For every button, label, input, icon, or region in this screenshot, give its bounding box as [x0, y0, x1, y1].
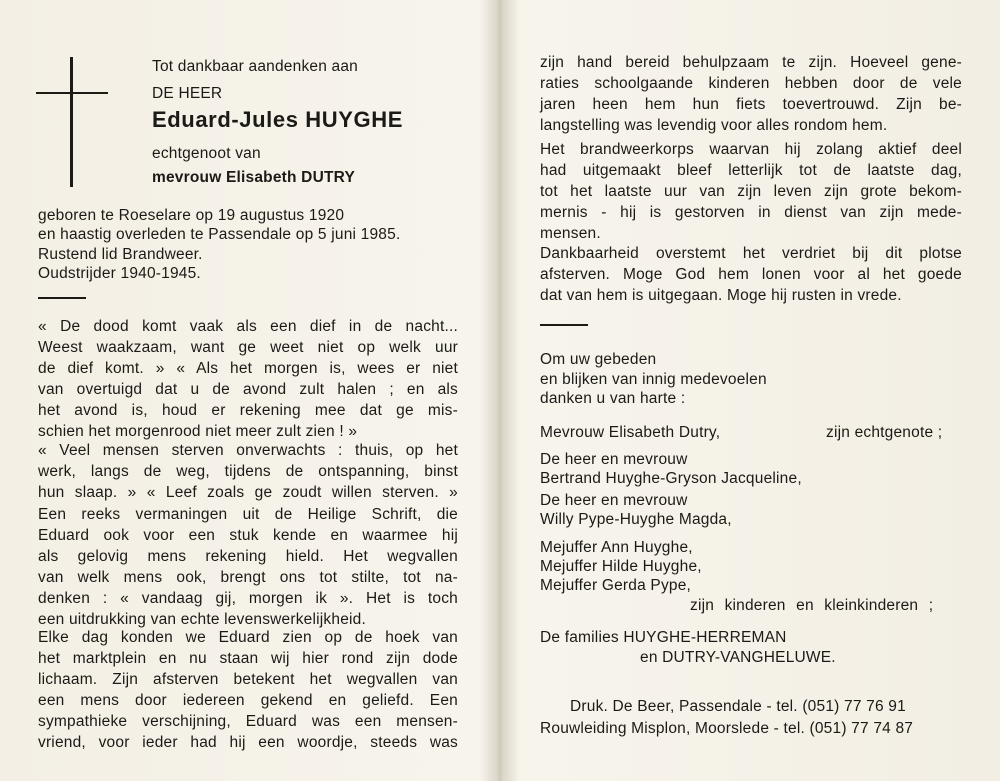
text-line: een uitdrukking van echte levenswerkelijkheid. — [38, 611, 366, 628]
spouse-label: echtgenoot van — [152, 145, 261, 162]
text-line: een mens door iedereen gekend en geliefd. Een — [38, 692, 458, 709]
mourner-line: Mejuffer Hilde Huyghe, — [540, 558, 702, 575]
text-line: had uitgemaakt bleef letterlijk tot de laatste dag, — [540, 162, 962, 179]
spouse-mourner: Mevrouw Elisabeth Dutry, — [540, 424, 721, 441]
mourner-line: Mejuffer Gerda Pype, — [540, 577, 692, 594]
paragraph — [540, 243, 962, 306]
text-line: jaren heen hem hun fiets toevertrouwd. Zijn be- — [540, 96, 962, 113]
spouse-role: zijn echtgenote ; — [826, 424, 943, 441]
bio-line: en haastig overleden te Passendale op 5 juni 1985. — [38, 226, 401, 243]
text-line: het avond is, houd er rekening mee dat ge mis- — [38, 402, 458, 419]
text-line: als gelovig mens rekening hield. Het wegvallen — [38, 548, 458, 565]
left-page — [0, 0, 496, 781]
paragraph — [38, 316, 458, 442]
text-line: « De dood komt vaak als een dief in de nacht... — [38, 318, 458, 335]
paragraph — [38, 440, 458, 503]
spouse-name: mevrouw Elisabeth DUTRY — [152, 169, 355, 186]
text-line: Dankbaarheid overstemt het verdriet bij dit plotse — [540, 245, 962, 262]
thanks-line: danken u van harte : — [540, 390, 686, 407]
text-line: werk, langs de weg, tijdens de ontspanning, binst — [38, 463, 458, 480]
text-line: dat van hem is uitgegaan. Moge hij rusten in vrede. — [540, 287, 902, 304]
paragraph — [38, 504, 458, 630]
families-line: De families HUYGHE-HERREMAN — [540, 629, 787, 646]
text-line: lichaam. Zijn afsterven betekent het wegvallen van — [38, 671, 458, 688]
text-line: hun slaap. » « Leef zoals ge zoudt willen sterven. » — [38, 484, 458, 501]
text-line: tot het laatste uur van zijn leven zijn grote bekom- — [540, 183, 962, 200]
text-line: Het brandweerkorps waarvan hij zolang aktief deel — [540, 141, 962, 158]
families-line: en DUTRY-VANGHELUWE. — [640, 649, 836, 666]
text-line: mensen. — [540, 225, 601, 242]
thanks-line: en blijken van innig medevoelen — [540, 371, 767, 388]
text-line: vriend, voor ieder had hij een woordje, steeds was — [38, 734, 458, 751]
deceased-name: Eduard-Jules HUYGHE — [152, 107, 404, 132]
text-line: raties schoolgaande kinderen hebben door de vele — [540, 75, 962, 92]
text-line: afsterven. Moge God hem lonen voor al het goede — [540, 266, 962, 283]
text-line: van welk mens ook, brengt ons tot stilte, tot na- — [38, 569, 458, 586]
cross-icon-vertical — [70, 57, 73, 187]
divider — [540, 324, 588, 326]
bio-line: Rustend lid Brandweer. — [38, 246, 203, 263]
text-line: Weest waakzaam, want ge weet niet op welk uur — [38, 339, 458, 356]
text-line: de dief komt. » « Als het morgen is, wees er niet — [38, 360, 458, 377]
thanks-line: Om uw gebeden — [540, 351, 657, 368]
right-page — [504, 0, 1000, 781]
text-line: mernis - hij is gestorven in dienst van zijn mede- — [540, 204, 962, 221]
text-line: het marktplein en nu staan wij hier rond zijn dode — [38, 650, 458, 667]
mourner-line: Mejuffer Ann Huyghe, — [540, 539, 693, 556]
paragraph — [38, 627, 458, 753]
title-text: DE HEER — [152, 85, 223, 102]
text-line: Elke dag konden we Eduard zien op de hoek van — [38, 629, 458, 646]
mourner-line: De heer en mevrouw — [540, 492, 688, 509]
printer-credit: Druk. De Beer, Passendale - tel. (051) 77 76 91 — [570, 698, 906, 715]
text-line: zijn hand bereid behulpzaam te zijn. Hoeveel gene- — [540, 54, 962, 71]
text-line: « Veel mensen sterven onverwachts : thuis, op het — [38, 442, 458, 459]
cross-icon-horizontal — [36, 92, 108, 94]
text-line: Eduard ook voor een stuk kende en waarmee hij — [38, 527, 458, 544]
text-line: langstelling was levendig voor alles rondom hem. — [540, 117, 888, 134]
intro-text: Tot dankbaar aandenken aan — [152, 58, 359, 75]
divider — [38, 297, 86, 299]
paragraph — [540, 52, 962, 136]
mourner-line: Bertrand Huyghe-Gryson Jacqueline, — [540, 470, 802, 487]
text-line: denken : « vandaag gij, morgen ik ». Het is toch — [38, 590, 458, 607]
mourner-line: De heer en mevrouw — [540, 451, 688, 468]
paragraph — [540, 139, 962, 244]
children-role: zijn kinderen en kleinkinderen ; — [690, 597, 934, 614]
bio-line: geboren te Roeselare op 19 augustus 1920 — [38, 207, 345, 224]
funeral-director: Rouwleiding Misplon, Moorslede - tel. (051) 77 74 87 — [540, 720, 914, 737]
mourner-line: Willy Pype-Huyghe Magda, — [540, 511, 732, 528]
text-line: schien het morgenrood niet meer zult zien ! » — [38, 423, 358, 440]
text-line: Een reeks vermaningen uit de Heilige Schrift, die — [38, 506, 458, 523]
bio-line: Oudstrijder 1940-1945. — [38, 265, 201, 282]
text-line: van overtuigd dat u de avond zult halen ; en als — [38, 381, 458, 398]
text-line: sympathieke verschijning, Eduard was een mensen- — [38, 713, 458, 730]
